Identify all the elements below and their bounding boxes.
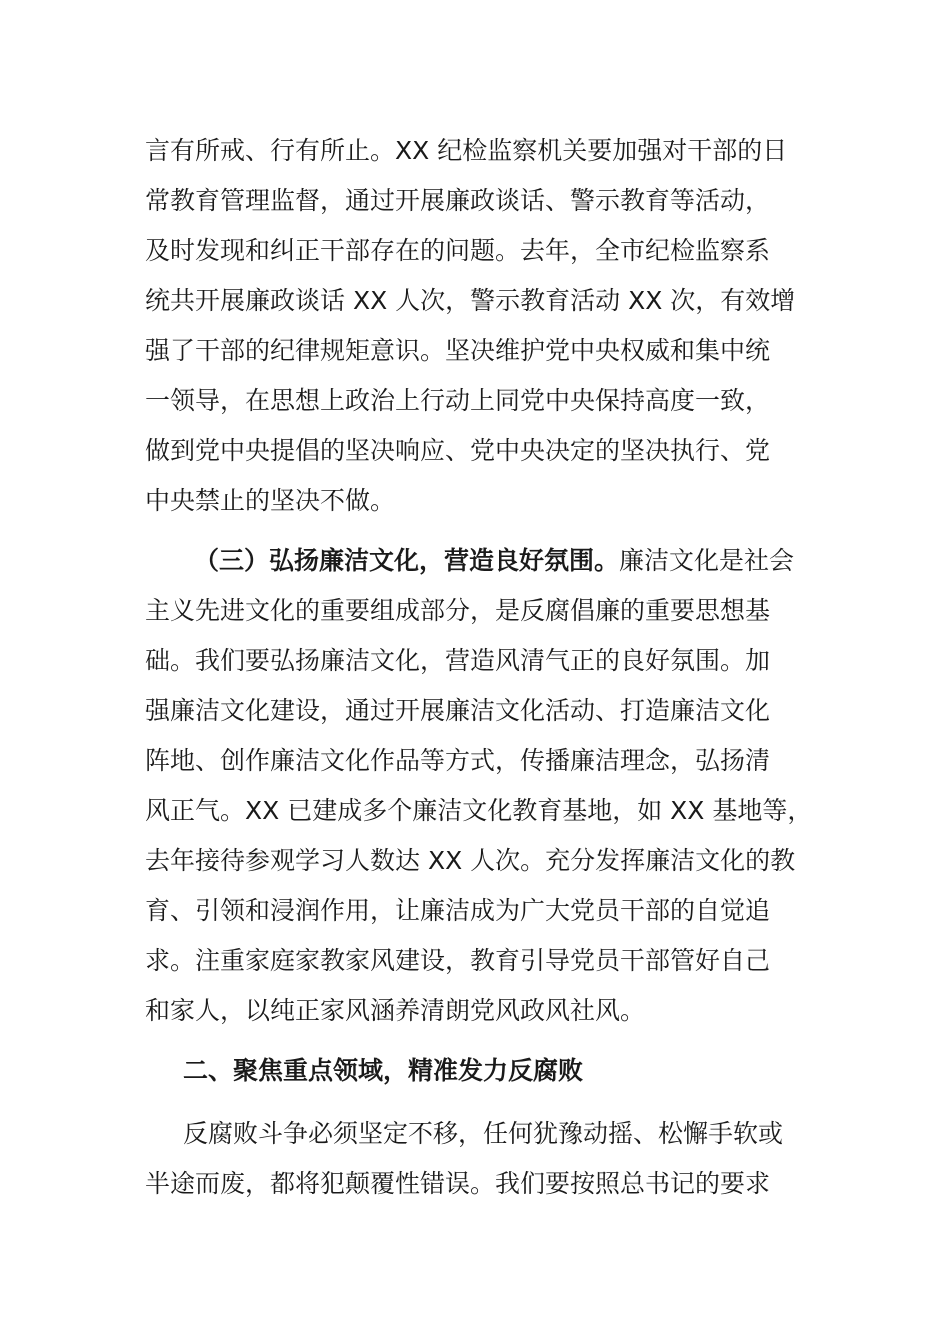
section-3-first-text: 廉洁文化是社会	[619, 546, 795, 575]
body-line: 风正气。XX 已建成多个廉洁文化教育基地，如 XX 基地等，	[145, 796, 813, 825]
body-line: 去年接待参观学习人数达 XX 人次。充分发挥廉洁文化的教	[145, 846, 796, 875]
body-line: 反腐败斗争必须坚定不移，任何犹豫动摇、松懈手软或	[183, 1119, 784, 1148]
section-3-heading: （三）弘扬廉洁文化，营造良好氛围。	[194, 546, 620, 575]
section-3-first-line	[194, 546, 894, 576]
body-line: 求。注重家庭家教家风建设，教育引导党员干部管好自己	[145, 946, 771, 975]
body-line: 础。我们要弘扬廉洁文化，营造风清气正的良好氛围。加	[145, 646, 771, 675]
body-line: 言有所戒、行有所止。XX 纪检监察机关要加强对干部的日	[145, 136, 788, 165]
body-line: 一领导，在思想上政治上行动上同党中央保持高度一致，	[145, 386, 771, 415]
body-line: 中央禁止的坚决不做。	[145, 486, 396, 515]
body-line: 强了干部的纪律规矩意识。坚决维护党中央权威和集中统	[145, 336, 771, 365]
body-line: 和家人，以纯正家风涵养清朗党风政风社风。	[145, 996, 646, 1025]
body-line: 阵地、创作廉洁文化作品等方式，传播廉洁理念，弘扬清	[145, 746, 771, 775]
body-line: 主义先进文化的重要组成部分，是反腐倡廉的重要思想基	[145, 596, 771, 625]
body-line: 半途而废，都将犯颠覆性错误。我们要按照总书记的要求	[145, 1169, 771, 1198]
body-line: 统共开展廉政谈话 XX 人次，警示教育活动 XX 次，有效增	[145, 286, 796, 315]
body-line: 及时发现和纠正干部存在的问题。去年，全市纪检监察系	[145, 236, 771, 265]
body-line: 强廉洁文化建设，通过开展廉洁文化活动、打造廉洁文化	[145, 696, 771, 725]
body-line: 常教育管理监督，通过开展廉政谈话、警示教育等活动，	[145, 186, 771, 215]
body-line: 做到党中央提倡的坚决响应、党中央决定的坚决执行、党	[145, 436, 771, 465]
section-heading: 二、聚焦重点领域，精准发力反腐败	[183, 1056, 584, 1085]
body-line: 育、引领和浸润作用，让廉洁成为广大党员干部的自觉追	[145, 896, 771, 925]
